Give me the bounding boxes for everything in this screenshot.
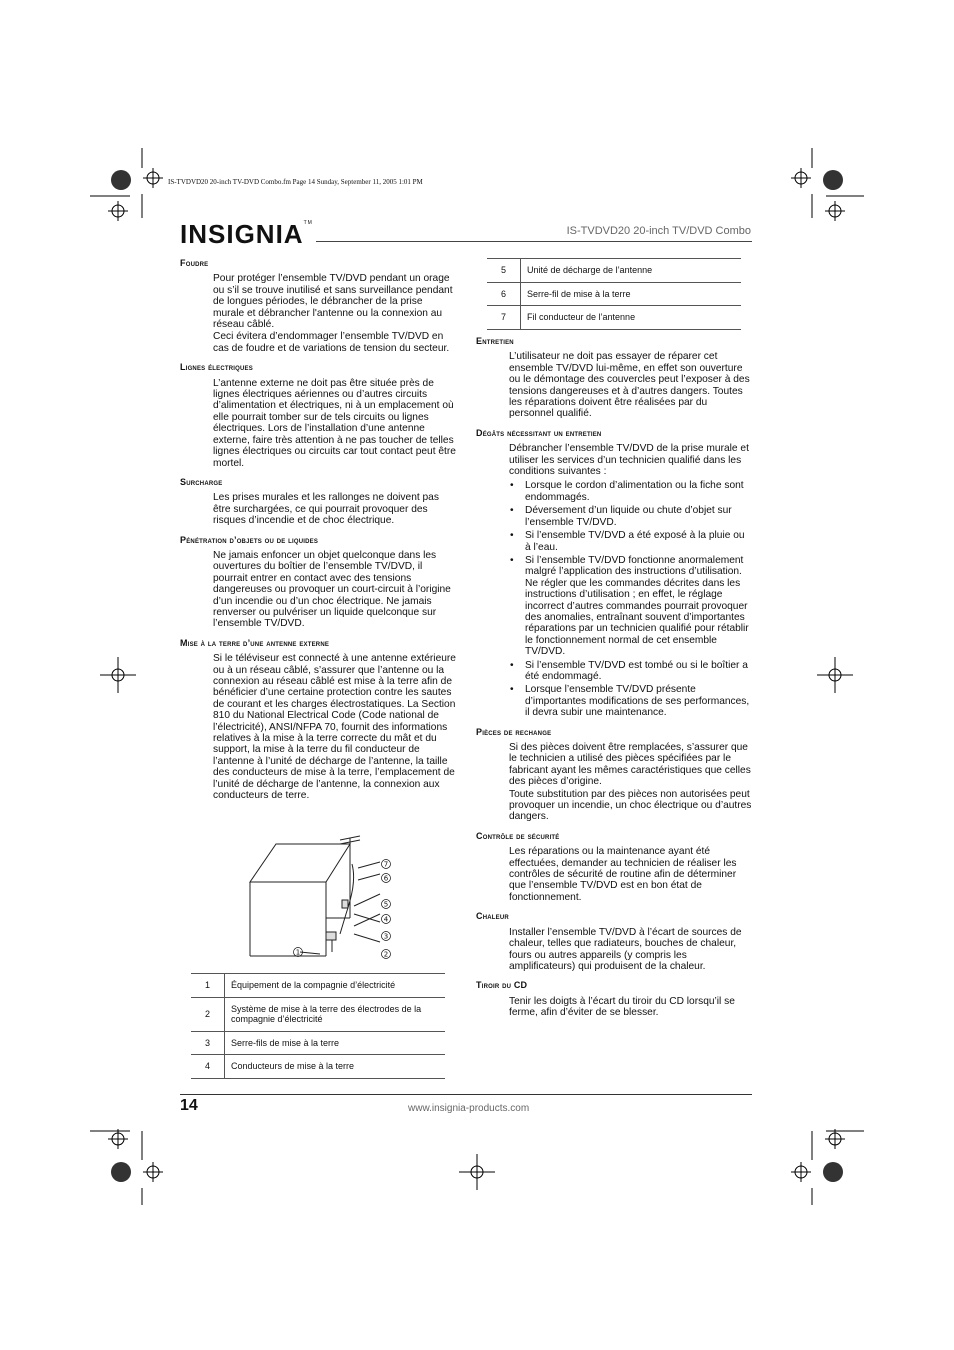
section-penetration xyxy=(180,535,456,630)
svg-text:2: 2 xyxy=(383,950,389,959)
antenna-grounding-diagram xyxy=(240,834,400,964)
row-number: 3 xyxy=(191,1031,225,1055)
insignia-logo xyxy=(180,221,313,247)
table-row xyxy=(191,1055,445,1079)
section-heading: Lignes électriques xyxy=(180,362,253,373)
row-number: 1 xyxy=(191,974,225,998)
list-item: • Si l’ensemble TV/DVD a été exposé à la pluie ou à l’eau. xyxy=(509,530,752,553)
footer-url: www.insignia-products.com xyxy=(408,1103,530,1114)
row-description: Équipement de la compagnie d’électricité xyxy=(225,974,446,998)
header-title: IS-TVDVD20 20-inch TV/DVD Combo xyxy=(566,225,751,237)
row-number: 4 xyxy=(191,1055,225,1079)
table-row xyxy=(191,974,445,998)
logo-text: INSIGNIA xyxy=(180,219,304,249)
row-description: Serre-fils de mise à la terre xyxy=(225,1031,446,1055)
section-heading: Mise à la terre d’une antenne externe xyxy=(180,637,330,648)
row-description: Conducteurs de mise à la terre xyxy=(225,1055,446,1079)
paragraph: Les réparations ou la maintenance ayant été effectuées, demander au technicien de réaliser les contrôles de sécurité de routine afin de déterminer que l’ensemble TV/DVD est en bon état de fonctionnement. xyxy=(509,846,737,903)
section-heading: Entretien xyxy=(476,336,514,346)
list-item: • Lorsque l’ensemble TV/DVD présente d’importantes modifications de ses performances, il devra subir une maintenance. xyxy=(509,684,752,718)
row-description: Système de mise à la terre des électrodes de la compagnie d’électricité xyxy=(225,997,446,1031)
file-info: IS-TVDVD20 20-inch TV-DVD Combo.fm Page 14 Sunday, September 11, 2005 1:01 PM xyxy=(168,178,423,186)
section-lignes-electriques xyxy=(180,362,456,469)
table-row xyxy=(487,259,741,283)
row-description: Serre-fil de mise à la terre xyxy=(521,282,742,306)
legend-table-right xyxy=(487,258,741,330)
section-pieces xyxy=(476,727,752,823)
table-row xyxy=(487,282,741,306)
list-item: • Si l’ensemble TV/DVD fonctionne anormalement malgré l’application des instructions d’utilisation. Ne régler que les commandes décrites dans les instructions d’utilisation ; en effet, le réglage incorrect d’autres commandes pourrait provoquer des anomalies, entraînant souvent d’importantes réparations par un technicien qualifié pour rétablir le fonctionnement normal de cet ensemble TV/DVD. xyxy=(509,555,752,658)
svg-text:5: 5 xyxy=(383,900,389,909)
section-heading: Surcharge xyxy=(180,476,223,487)
section-heading: Pénétration d’objets ou de liquides xyxy=(180,534,319,545)
row-number: 6 xyxy=(487,282,521,306)
section-heading: Foudre xyxy=(180,258,209,268)
paragraph: Toute substitution par des pièces non autorisées peut provoquer un incendie, un choc électrique ou d’autres dangers. xyxy=(509,788,752,823)
row-description: Unité de décharge de l’antenne xyxy=(521,259,742,283)
list-item: • Déversement d’un liquide ou chute d’objet sur l’ensemble TV/DVD. xyxy=(509,505,752,528)
section-heading: Contrôle de sécurité xyxy=(476,830,560,841)
section-heading: Tiroir du CD xyxy=(476,980,528,991)
page-number: 14 xyxy=(180,1097,198,1114)
list-item: • Lorsque le cordon d’alimentation ou la fiche sont endommagés. xyxy=(509,480,752,503)
diagram-label-3 xyxy=(382,932,391,941)
svg-text:1: 1 xyxy=(295,948,301,957)
paragraph: L’utilisateur ne doit pas essayer de réparer cet ensemble TV/DVD lui-même, en effet son ouverture ou le démontage des couvercles peut l’exposer à des tensions dangereuses et à d’autres dangers. Toutes les réparations doivent être réalisées par du personnel qualifié. xyxy=(509,351,750,420)
table-row xyxy=(487,306,741,330)
section-surcharge xyxy=(180,477,456,527)
paragraph: Tenir les doigts à l’écart du tiroir du CD lorsqu’il se ferme, afin d’éviter de se blesser. xyxy=(509,995,735,1019)
logo-tm: TM xyxy=(303,220,313,226)
svg-text:6: 6 xyxy=(383,874,389,883)
row-number: 7 xyxy=(487,306,521,330)
section-heading: Pièces de rechange xyxy=(476,726,552,737)
header-rule xyxy=(316,241,752,242)
section-entretien xyxy=(476,336,752,420)
section-tiroir xyxy=(476,980,752,1018)
section-heading: Chaleur xyxy=(476,911,509,922)
diagram-label-6 xyxy=(382,874,391,883)
footer-rule xyxy=(180,1094,752,1095)
section-chaleur xyxy=(476,911,752,972)
svg-text:7: 7 xyxy=(383,860,389,869)
diagram-label-4 xyxy=(382,915,391,924)
row-number: 2 xyxy=(191,997,225,1031)
table-row xyxy=(191,1031,445,1055)
diagram-label-2 xyxy=(382,950,391,959)
diagram-label-7 xyxy=(382,860,391,869)
paragraph: Ne jamais enfoncer un objet quelconque dans les ouvertures du boîtier de l’ensemble TV/DVD, il pourrait entrer en contact avec des tensions dangereuses ou provoquer un court-circuit à l’origine d’un incendie ou d’un choc électrique. Ne jamais renverser ou pulvériser un liquide quelconque sur l’ensemble TV/DVD. xyxy=(213,549,451,630)
paragraph: Pour protéger l’ensemble TV/DVD pendant un orage ou s’il se trouve inutilisé et sans surveillance pendant de longues périodes, le débrancher de la prise murale et débrancher l'antenne ou la connexion au réseau câblé. xyxy=(213,273,453,331)
paragraph: L’antenne externe ne doit pas être située près de lignes électriques aériennes ou d’autres circuits d’alimentation et électriques, ni à un emplacement où elle pourrait tomber sur de tels circuits ou lignes électriques. Lors de l’installation d’une antenne externe, faire très attention à ne pas toucher de telles lignes électriques ou circuits car tout contact peut être mortel. xyxy=(213,377,456,469)
list-item: • Si l’ensemble TV/DVD est tombé ou si le boîtier a été endommagé. xyxy=(509,660,752,683)
section-foudre xyxy=(180,258,456,354)
conditions-list xyxy=(509,480,752,718)
paragraph: Débrancher l’ensemble TV/DVD de la prise murale et utiliser les services d’un technicien qualifié dans les conditions suivantes : xyxy=(509,443,749,478)
legend-table-left xyxy=(191,973,445,1079)
section-controle xyxy=(476,831,752,903)
section-mise-a-la-terre xyxy=(180,638,456,802)
table-row xyxy=(191,997,445,1031)
section-degats xyxy=(476,428,752,719)
paragraph: Ceci évitera d’endommager l’ensemble TV/DVD en cas de foudre et de variations de tension du secteur. xyxy=(213,331,450,354)
right-column xyxy=(476,336,752,1027)
row-description: Fil conducteur de l’antenne xyxy=(521,306,742,330)
row-number: 5 xyxy=(487,259,521,283)
svg-text:3: 3 xyxy=(383,932,389,941)
paragraph: Les prises murales et les rallonges ne doivent pas être surchargées, ce qui pourrait provoquer des risques d’incendie et de choc électrique. xyxy=(213,492,439,527)
left-column xyxy=(180,258,456,809)
diagram-label-5 xyxy=(382,900,391,909)
paragraph: Si des pièces doivent être remplacées, s’assurer que le technicien a utilisé des pièces spécifiées par le fabricant ayant les mêmes caractéristiques que celles des pièces d’origine. xyxy=(509,742,751,788)
section-heading: Dégâts nécessitant un entretien xyxy=(476,427,602,438)
paragraph: Installer l’ensemble TV/DVD à l’écart de sources de chaleur, telles que radiateurs, bouches de chaleur, fours ou autres appareils (y compris les amplificateurs) qui produisent de la chaleur. xyxy=(509,926,742,972)
svg-text:4: 4 xyxy=(383,915,389,924)
paragraph: Si le téléviseur est connecté à une antenne extérieure ou à un réseau câblé, s’assurer que l’antenne ou la connexion au réseau câblé est mise à la terre afin de bénéficier d’une certaine protection contre les sautes de courant et les charges électrostatiques. La Section 810 du National Electrical Code (Code national de l’électricité), ANSI/NFPA 70, fournit des informations relatives à la mise à la terre correcte du mât et du support, la mise à la terre du fil conducteur de l’antenne à l’unité de décharge de l’antenne, la taille des conducteurs de mise à la terre, l’emplacement de l’unité de décharge de l’antenne, la connexion aux conducteurs de terre. xyxy=(213,653,456,802)
